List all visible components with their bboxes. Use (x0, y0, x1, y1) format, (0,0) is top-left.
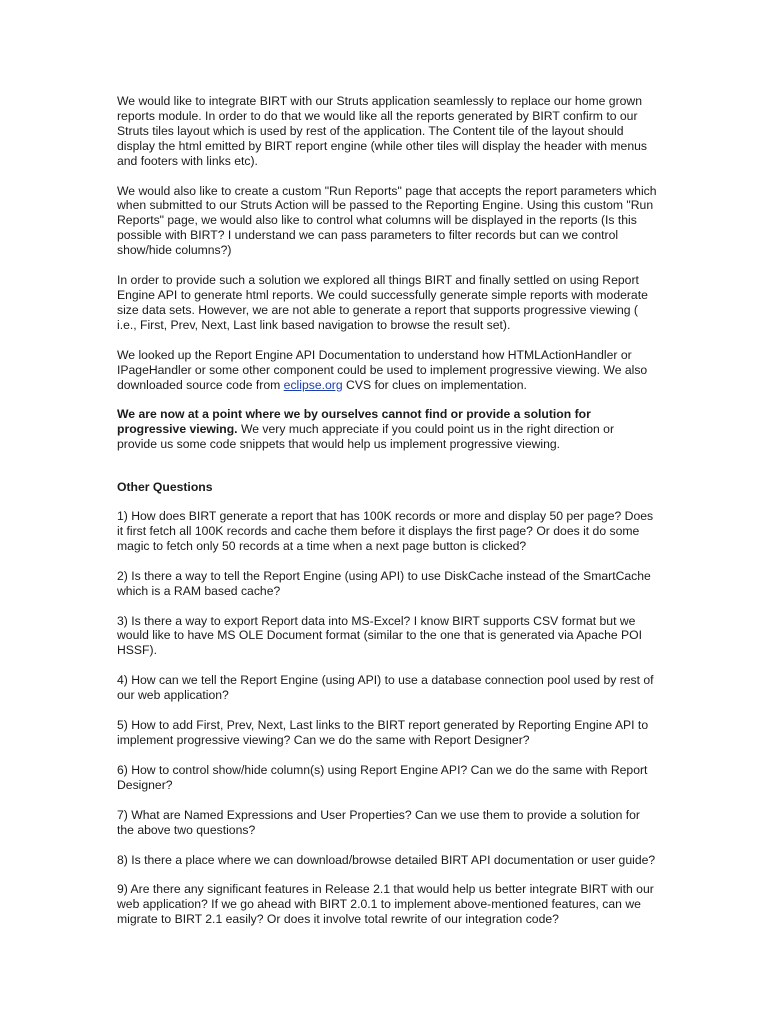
eclipse-org-link[interactable]: eclipse.org (283, 377, 343, 392)
api-docs-paragraph (117, 348, 657, 393)
question-item: 6) How to control show/hide column(s) using Report Engine API? Can we do the same with Report Designer? (117, 762, 648, 792)
question-item: 8) Is there a place where we can download/browse detailed BIRT API documentation or user guide? (117, 852, 656, 867)
question-item: 2) Is there a way to tell the Report Engine (using API) to use DiskCache instead of the SmartCache which is a RAM based cache? (117, 568, 651, 598)
request-rest-text: We very much appreciate if you could point us in the right direction or provide us some code snippets that would help us implement progressive viewing. (117, 422, 615, 452)
api-docs-text-before: We looked up the Report Engine API Documentation to understand how HTMLActionHandler or IPageHandler or some other component could be used to implement progressive viewing. We also downloaded source code from (117, 347, 648, 392)
api-docs-text-after: CVS for clues on implementation. (342, 377, 527, 392)
intro-paragraph: We would like to integrate BIRT with our Struts application seamlessly to replace our home grown reports module. In order to do that we would like all the reports generated by BIRT confirm to our Struts tiles layout which is used by rest of the application. The Content tile of the layout should display the html emitted by BIRT report engine (while other tiles will display the header with menus and footers with links etc). (117, 94, 647, 168)
question-item: 1) How does BIRT generate a report that has 100K records or more and display 50 per page? Does it first fetch all 100K records and cache them before it displays the first page? Or does it do some magic to fetch only 50 records at a time when a next page button is clicked? (117, 509, 654, 553)
request-paragraph (117, 407, 657, 452)
question-item: 4) How can we tell the Report Engine (using API) to use a database connection pool used by rest of our web application? (117, 673, 654, 703)
question-item: 3) Is there a way to export Report data into MS-Excel? I know BIRT supports CSV format but we would like to have MS OLE Document format (similar to the one that is generated via Apache POI HSSF). (117, 613, 643, 658)
exploration-paragraph: In order to provide such a solution we explored all things BIRT and finally settled on using Report Engine API to generate html reports. We could successfully generate simple reports with moderate size data sets. However, we are not able to generate a report that supports progressive viewing ( i.e., First, Prev, Next, Last link based navigation to browse the result set). (117, 273, 648, 332)
question-item: 5) How to add First, Prev, Next, Last links to the BIRT report generated by Reporting Engine API to implement progressive viewing? Can we do the same with Report Designer? (117, 718, 649, 747)
question-item: 9) Are there any significant features in Release 2.1 that would help us better integrate BIRT with our web application? If we go ahead with BIRT 2.0.1 to implement above-mentioned features, can we migrate to BIRT 2.1 easily? Or does it involve total rewrite of our integration code? (117, 882, 654, 927)
other-questions-heading: Other Questions (117, 480, 213, 495)
document-page (117, 94, 657, 942)
run-reports-paragraph: We would also like to create a custom "Run Reports" page that accepts the report parameters which when submitted to our Struts Action will be passed to the Reporting Engine. Using this custom "Run Reports" page, we would also like to control what columns will be displayed in the reports (Is this possible with BIRT? I understand we can pass parameters to filter records but can we control show/hide columns?) (117, 183, 657, 258)
question-item: 7) What are Named Expressions and User Properties? Can we use them to provide a solution for the above two questions? (117, 807, 640, 837)
questions-list (117, 509, 657, 927)
request-bold-text: We are now at a point where we by ourselves cannot find or provide a solution for progressive viewing. (117, 407, 591, 437)
